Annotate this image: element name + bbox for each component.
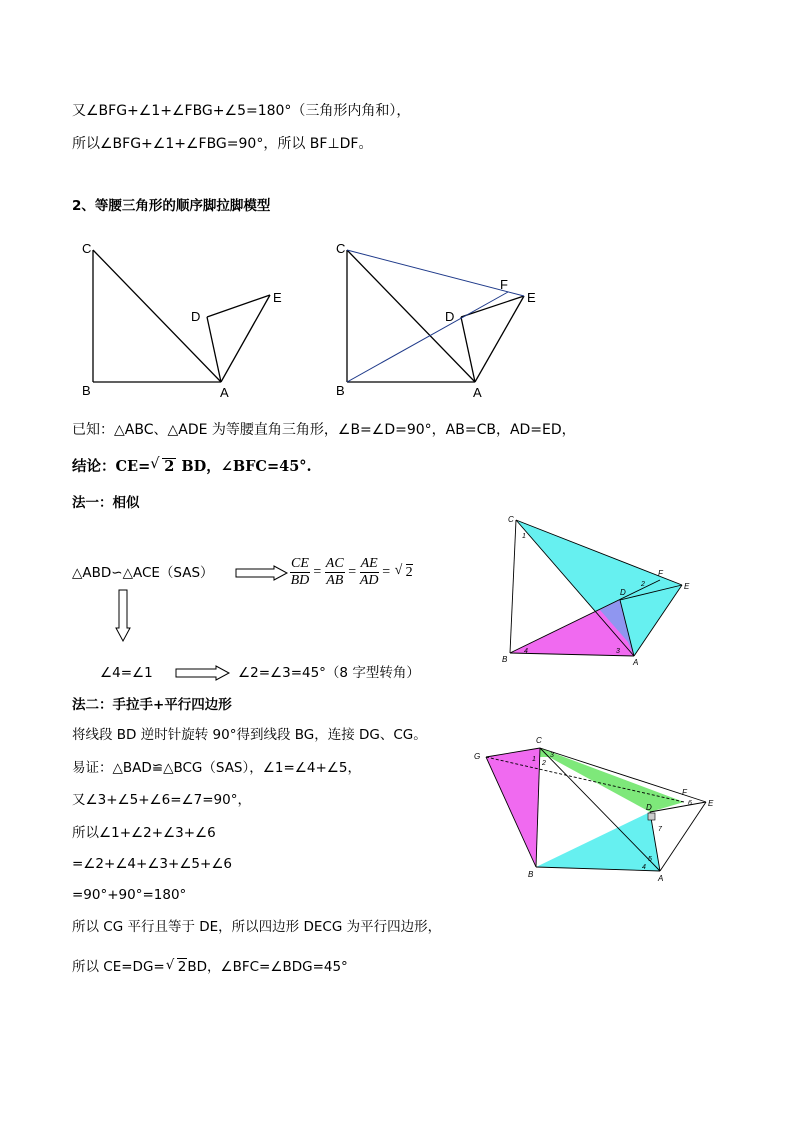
text-line: 又∠3+∠5+∠6=∠7=90°， — [72, 792, 251, 808]
label-4: 4 — [642, 864, 646, 871]
method1-title: 法一：相似 — [72, 495, 140, 511]
label-3: 3 — [550, 752, 554, 759]
label-7: 7 — [658, 826, 662, 833]
label-D: D — [191, 309, 201, 324]
section-title: 2、等腰三角形的顺序脚拉脚模型 — [72, 198, 271, 214]
figure-1 — [70, 235, 300, 405]
label-D: D — [445, 309, 455, 324]
given-text: 已知：△ABC、△ADE 为等腰直角三角形，∠B=∠D=90°，AB=CB，AD=ED， — [72, 422, 576, 438]
figure-3 — [500, 512, 700, 672]
label-F: F — [500, 277, 508, 292]
text-line: 将线段 BD 逆时针旋转 90°得到线段 BG，连接 DG、CG。 — [72, 727, 427, 743]
ratio-chain: $\frac{CE}{BD}$ = $\frac{AC}{AB}$ = $\frac{AE}{AD}$ = √ 2 — [290, 556, 413, 588]
label-E: E — [684, 582, 690, 591]
angle-equal: ∠4=∠1 — [100, 665, 153, 681]
label-3: 3 — [616, 648, 620, 655]
label-A: A — [658, 874, 664, 883]
label-D: D — [620, 588, 626, 597]
label-B: B — [502, 655, 508, 664]
arrow-right-icon — [176, 666, 230, 680]
label-A: A — [473, 385, 482, 400]
text-line: 所以 CG 平行且等于 DE，所以四边形 DECG 为平行四边形， — [72, 919, 442, 935]
label-A: A — [220, 385, 229, 400]
label-B: B — [336, 383, 345, 398]
label-C: C — [82, 241, 92, 256]
label-E: E — [527, 290, 536, 305]
label-2: 2 — [542, 760, 546, 767]
label-E: E — [708, 799, 714, 808]
figure-4 — [470, 735, 720, 885]
label-5: 5 — [648, 856, 652, 863]
text-line: 易证：△BAD≌△BCG（SAS），∠1=∠4+∠5， — [72, 760, 361, 776]
label-B: B — [528, 870, 534, 879]
arrow-down-icon — [116, 590, 130, 642]
text-line: 所以∠1+∠2+∠3+∠6 — [72, 825, 216, 841]
label-6: 6 — [688, 800, 692, 807]
label-1: 1 — [532, 756, 536, 763]
label-G: G — [474, 752, 481, 761]
angle-result: ∠2=∠3=45°（8 字型转角） — [238, 665, 420, 681]
text-line: =90°+90°=180° — [72, 887, 187, 903]
text-line: 所以 CE=DG= √ 2BD，∠BFC=∠BDG=45° — [72, 957, 348, 975]
arrow-right-icon — [236, 566, 288, 580]
method2-title: 法二：手拉手+平行四边形 — [72, 697, 232, 713]
similarity: △ABD∽△ACE（SAS） — [72, 565, 214, 581]
label-B: B — [82, 383, 91, 398]
figure-2 — [330, 235, 550, 405]
label-F: F — [682, 788, 687, 797]
label-C: C — [508, 515, 514, 524]
text-line: 所以∠BFG+∠1+∠FBG=90°，所以 BF⊥DF。 — [72, 136, 373, 152]
label-A: A — [633, 658, 639, 667]
text-line: =∠2+∠4+∠3+∠5+∠6 — [72, 856, 233, 872]
label-E: E — [273, 290, 282, 305]
conclusion: 结论：CE= √ 2 BD，∠BFC=45°. — [72, 456, 312, 475]
label-1: 1 — [522, 533, 526, 540]
label-2: 2 — [641, 581, 645, 588]
label-F: F — [658, 569, 663, 578]
label-4: 4 — [524, 648, 528, 655]
text-line: 又∠BFG+∠1+∠FBG+∠5=180°（三角形内角和）， — [72, 103, 411, 119]
label-D: D — [646, 803, 652, 812]
label-C: C — [336, 241, 346, 256]
label-C: C — [536, 736, 542, 745]
